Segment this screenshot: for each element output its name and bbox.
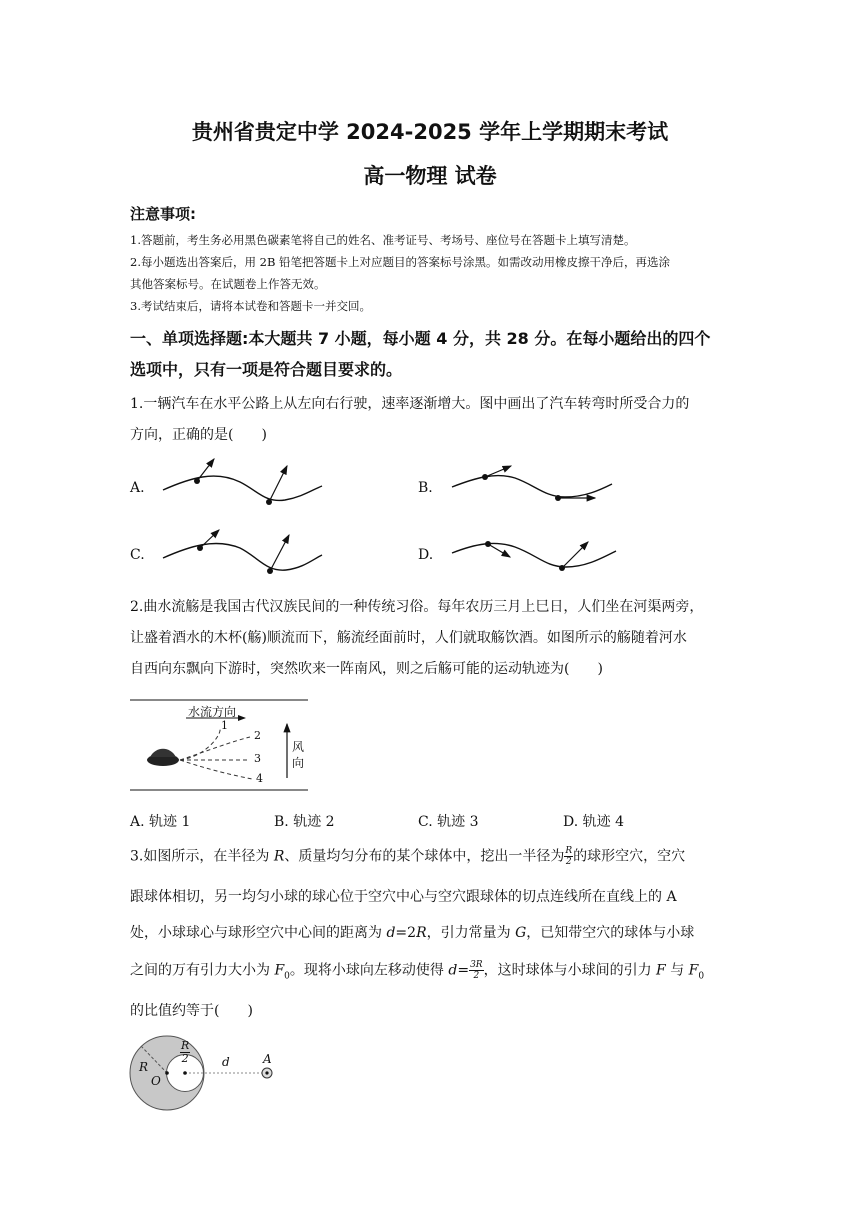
q1-figure-d	[452, 541, 616, 571]
q3-symbol-f: F	[656, 962, 666, 979]
path-4-label: 4	[256, 772, 263, 785]
q3-fraction-half-r-num: R	[565, 846, 573, 856]
q3-figure	[130, 1036, 272, 1110]
note-2: 2.每小题选出答案后，用 2B 铅笔把答题卡上对应题目的答案标号涂黑。如需改动用橡皮擦干净后，再选涂	[130, 255, 671, 269]
q2-line1: 2.曲水流觞是我国古代汉族民间的一种传统习俗。每年农历三月上巳日，人们坐在河渠两旁，	[130, 599, 704, 615]
q3-fraction-half-r-den: 2	[565, 857, 572, 867]
q3-symbol-d: d	[386, 925, 396, 941]
q3-sub-0: 0	[284, 971, 290, 982]
q3-line3-part-a: 处，小球球心与球形空穴中心间的距离为	[130, 925, 387, 941]
q3-line3-eq: =2	[395, 925, 417, 941]
q3-fig-a-label: A	[263, 1052, 272, 1066]
wind-label-1: 风	[292, 740, 305, 754]
exam-title: 贵州省贵定中学 2024-2025 学年上学期期末考试	[191, 120, 669, 144]
q3-fig-half-r-den: 2	[181, 1052, 189, 1065]
q1-figure-c	[163, 530, 322, 574]
q3-line4-eq: =	[457, 962, 470, 979]
q3-line4-part-d: 与	[665, 962, 689, 979]
q2-option-a: A. 轨迹 1	[130, 814, 191, 830]
q3-fraction-half-r	[564, 846, 573, 867]
q3-fig-half-r-label	[180, 1040, 190, 1065]
q1-option-b-label: B.	[418, 480, 433, 496]
q3-fig-d-label: d	[222, 1055, 230, 1069]
q1-figure-b	[452, 466, 612, 501]
q3-line1-part-b: 、质量均匀分布的某个球体中，挖出一半径为	[284, 848, 565, 865]
q2-option-b: B. 轨迹 2	[274, 814, 335, 830]
exam-subtitle: 高一物理 试卷	[363, 164, 497, 188]
q3-line1-part-c: 的球形空穴，空穴	[573, 848, 686, 865]
q3-symbol-g: G	[515, 925, 527, 941]
q1-figure-a	[163, 459, 322, 505]
q3-fig-r-label: R	[139, 1060, 149, 1074]
q3-line4	[130, 960, 735, 986]
q3-fig-o-label: O	[151, 1074, 161, 1088]
q3-fig-half-r-num: R	[181, 1039, 190, 1052]
wind-label-2: 向	[292, 756, 305, 770]
q3-symbol-f0-2: F	[688, 962, 699, 979]
q3-line3-part-d: ，已知带空穴的球体与小球	[526, 925, 695, 941]
q3-line4-part-a: 之间的万有引力大小为	[130, 962, 275, 979]
q1-line1: 1.一辆汽车在水平公路上从左向右行驶，速率逐渐增大。图中画出了汽车转弯时所受合力的	[130, 396, 690, 412]
q3-sub-0-2: 0	[698, 971, 705, 982]
q3-symbol-r: R	[273, 848, 285, 865]
q1-option-c-label: C.	[130, 547, 145, 563]
note-1: 1.答题前，考生务必用黑色碳素笔将自己的姓名、准考证号、考场号、座位号在答题卡上填写清楚。	[130, 233, 636, 247]
q2-option-d: D. 轨迹 4	[563, 814, 624, 830]
q3-line4-part-c: ，这时球体与小球间的引力	[483, 962, 657, 979]
q3-line3-part-c: ，引力常量为	[426, 925, 516, 941]
q3-line1	[130, 846, 735, 867]
notes-heading: 注意事项:	[130, 205, 196, 223]
q3-line2: 跟球体相切，另一均匀小球的球心位于空穴中心与空穴跟球体的切点连线所在直线上的 A	[130, 889, 677, 905]
path-2-label: 2	[254, 729, 261, 742]
q2-option-c: C. 轨迹 3	[418, 814, 479, 830]
section-heading-line1: 一、单项选择题:本大题共 7 小题，每小题 4 分，共 28 分。在每小题给出的四个	[130, 329, 711, 348]
note-2-cont: 其他答案标号。在试题卷上作答无效。	[130, 277, 326, 291]
q3-fraction-3r-den: 2	[473, 971, 480, 981]
q3-line4-part-b: 。现将小球向左移动使得	[289, 962, 449, 979]
q1-line2: 方向，正确的是( )	[130, 427, 267, 443]
q3-fraction-3r-num: 3R	[470, 960, 483, 970]
path-3-label: 3	[254, 752, 261, 765]
q3-symbol-d-2: d	[448, 962, 458, 979]
note-3: 3.考试结束后，请将本试卷和答题卡一并交回。	[130, 299, 371, 313]
q3-symbol-f0: F	[274, 962, 285, 979]
q3-line1-part-a: 3.如图所示，在半径为	[130, 848, 274, 865]
q3-symbol-r-2: R	[416, 925, 427, 941]
q3-line3	[130, 923, 735, 943]
q1-option-d-label: D.	[418, 547, 434, 563]
q1-option-a-label: A.	[130, 480, 145, 496]
path-1-label: 1	[221, 719, 228, 732]
q3-line5: 的比值约等于( )	[130, 1003, 253, 1019]
q2-line2: 让盛着酒水的木杯(觞)顺流而下，觞流经面前时，人们就取觞饮酒。如图所示的觞随着河水	[130, 630, 687, 646]
section-heading-line2: 选项中，只有一项是符合题目要求的。	[130, 360, 403, 379]
q3-fraction-3r-2	[469, 960, 484, 981]
q2-line3: 自西向东飘向下游时，突然吹来一阵南风，则之后觞可能的运动轨迹为( )	[130, 661, 603, 677]
flow-direction-label: 水流方向	[188, 705, 237, 719]
